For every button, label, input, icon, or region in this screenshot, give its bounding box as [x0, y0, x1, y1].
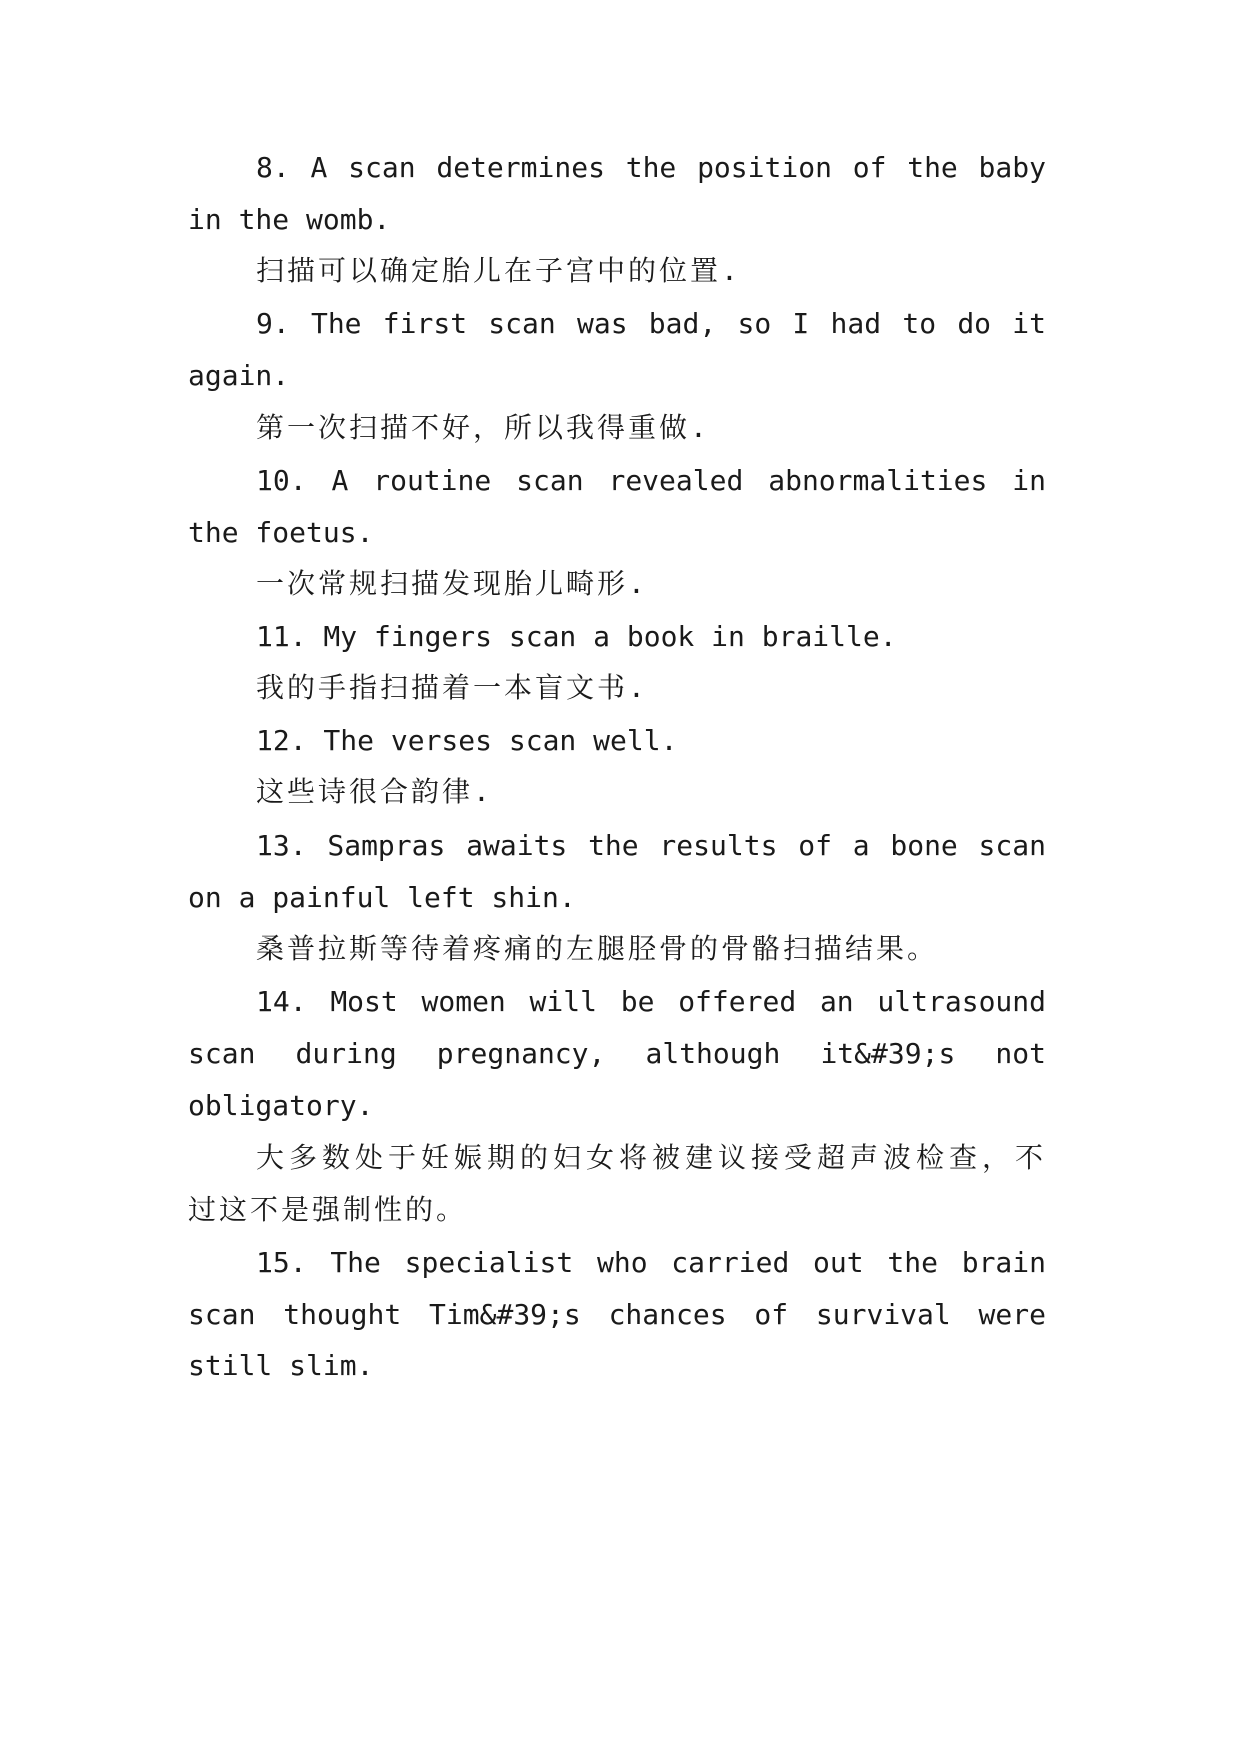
sentence-8-en-line-1: 8. A scan determines the position of the baby — [256, 151, 1046, 184]
sentence-9-en-line-1: 9. The first scan was bad, so I had to do it — [256, 307, 1046, 340]
sentence-8-en-line-2: in the womb. — [188, 203, 391, 236]
sentence-15-en-line-3: still slim. — [188, 1349, 374, 1382]
sentence-14-zh-line-2: 过这不是强制性的。 — [188, 1193, 468, 1226]
sentence-15-en-line-2: scan thought Tim&#39;s chances of survival were — [188, 1298, 1046, 1331]
sentence-13-en-line-1: 13. Sampras awaits the results of a bone scan — [256, 829, 1046, 862]
sentence-14-en-line-3: obligatory. — [188, 1089, 374, 1122]
sentence-14-en-line-2: scan during pregnancy, although it&#39;s not — [188, 1037, 1046, 1070]
sentence-14-zh-line-1: 大多数处于妊娠期的妇女将被建议接受超声波检查，不 — [256, 1141, 1046, 1174]
sentence-8-zh-line-1: 扫描可以确定胎儿在子宫中的位置. — [256, 254, 741, 287]
sentence-12-zh-line-1: 这些诗很合韵律. — [256, 775, 493, 808]
sentence-9-en-line-2: again. — [188, 359, 290, 392]
sentence-9-zh-line-1: 第一次扫描不好，所以我得重做. — [256, 411, 710, 444]
sentence-11-zh-line-1: 我的手指扫描着一本盲文书. — [256, 671, 648, 704]
sentence-10-en-line-2: the foetus. — [188, 516, 374, 549]
sentence-15-en-line-1: 15. The specialist who carried out the brain — [256, 1246, 1046, 1279]
sentence-13-en-line-2: on a painful left shin. — [188, 881, 576, 914]
sentence-10-zh-line-1: 一次常规扫描发现胎儿畸形. — [256, 567, 648, 600]
sentence-13-zh-line-1: 桑普拉斯等待着疼痛的左腿胫骨的骨骼扫描结果。 — [256, 932, 939, 965]
sentence-11-en-line-1: 11. My fingers scan a book in braille. — [256, 620, 897, 653]
sentence-14-en-line-1: 14. Most women will be offered an ultrasound — [256, 985, 1046, 1018]
sentence-10-en-line-1: 10. A routine scan revealed abnormalities in — [256, 464, 1046, 497]
sentence-12-en-line-1: 12. The verses scan well. — [256, 724, 678, 757]
